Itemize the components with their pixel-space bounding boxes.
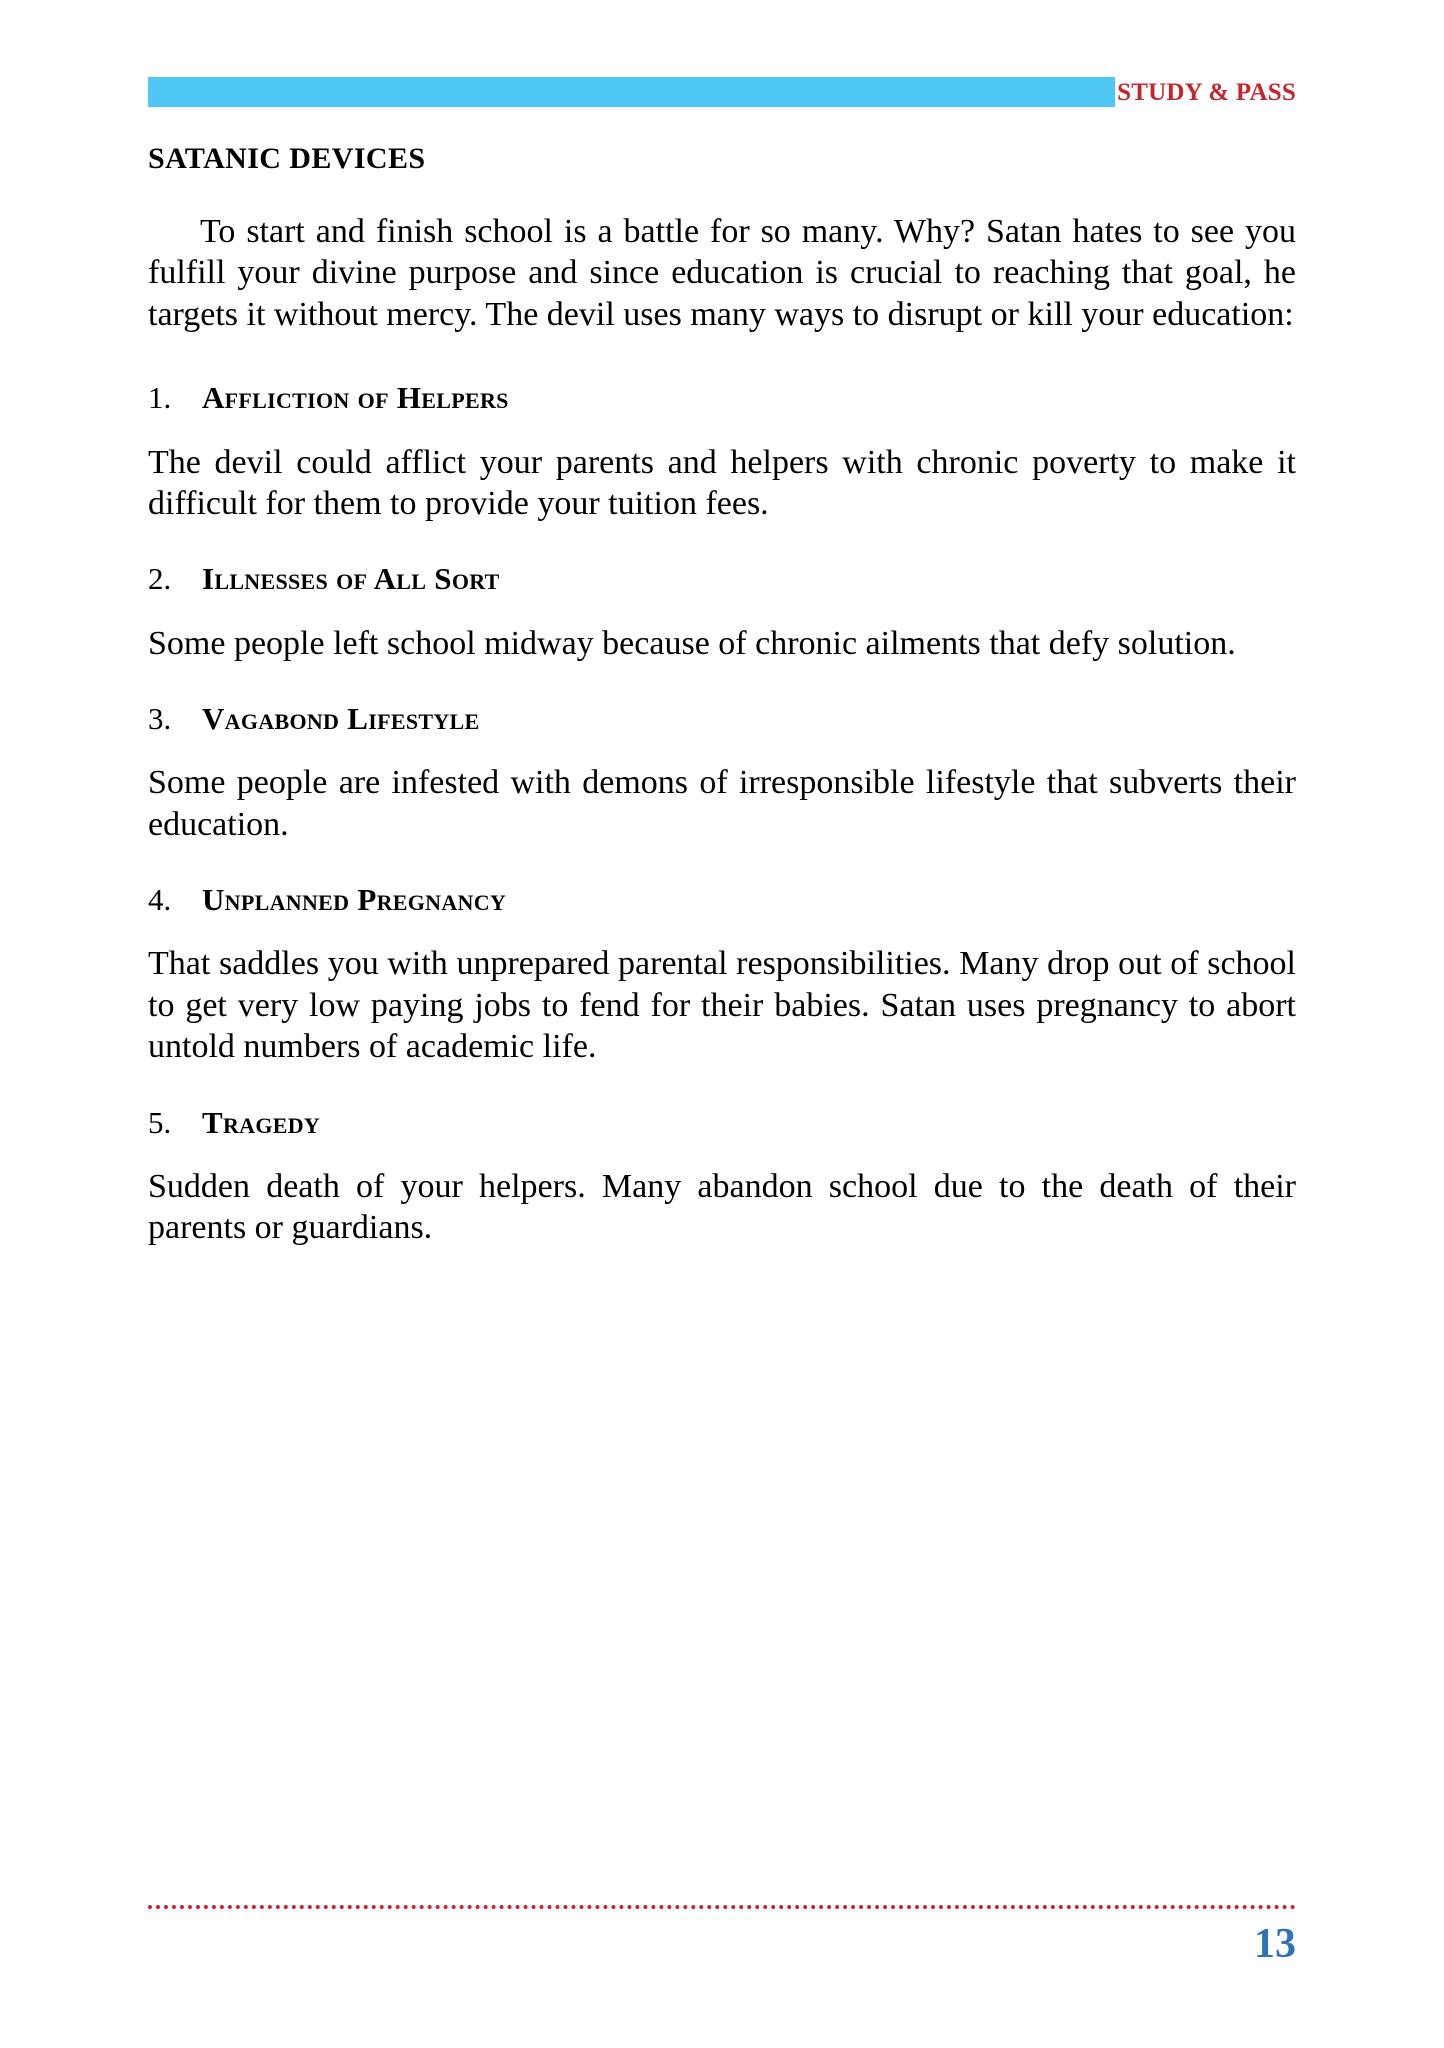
list-item-number: 1. xyxy=(148,380,172,416)
list-item-heading xyxy=(148,562,1296,596)
list-item-number: 3. xyxy=(148,701,172,736)
list-item-body: Sudden death of your helpers. Many abandon school due to the death of their parents or guardians. xyxy=(148,1167,1296,1247)
list-item-body: The devil could afflict your parents and helpers with chronic poverty to make it difficult for them to provide your tuition fees. xyxy=(148,443,1296,522)
list-item xyxy=(148,883,1296,1068)
page-footer xyxy=(148,1905,1296,1965)
list-item-number: 2. xyxy=(148,561,172,597)
list-item-number: 4. xyxy=(148,882,172,918)
section-title: SATANIC DEVICES xyxy=(148,142,426,175)
list-item-heading xyxy=(148,702,1296,736)
page-header xyxy=(148,72,1296,112)
list-item xyxy=(148,702,1296,845)
list-item-number: 5. xyxy=(148,1104,172,1140)
page-content xyxy=(148,142,1296,1287)
list-item-body: That saddles you with unprepared parental responsibilities. Many drop out of school to get very low paying jobs to fend for their babies. Satan uses pregnancy to abort untold numbers of academic life. xyxy=(148,945,1296,1066)
running-head-title: STUDY & PASS xyxy=(1117,78,1296,106)
list-item-title: Tragedy xyxy=(202,1104,321,1140)
intro-paragraph: To start and finish school is a battle for so many. Why? Satan hates to see you fulfill your divine purpose and since education is crucial to reaching that goal, he targets it without mercy. The devil uses many ways to disrupt or kill your education: xyxy=(148,213,1296,333)
list-item-title: Vagabond Lifestyle xyxy=(202,701,480,736)
list-item-body: Some people are infested with demons of irresponsible lifestyle that subverts their education. xyxy=(148,764,1296,843)
header-accent-bar xyxy=(148,77,1115,107)
list-item-heading xyxy=(148,381,1296,415)
list-item xyxy=(148,1106,1296,1249)
list-item-title: Illnesses of All Sort xyxy=(202,561,500,597)
list-item-body: Some people left school midway because of chronic ailments that defy solution. xyxy=(148,624,1236,662)
page-number: 13 xyxy=(1254,1921,1296,1967)
list-item-heading xyxy=(148,1106,1296,1140)
list-item-title: Affliction of Helpers xyxy=(202,380,509,416)
list-item xyxy=(148,562,1296,664)
list-item xyxy=(148,381,1296,524)
list-item-title: Unplanned Pregnancy xyxy=(202,882,507,918)
list-item-heading xyxy=(148,883,1296,917)
